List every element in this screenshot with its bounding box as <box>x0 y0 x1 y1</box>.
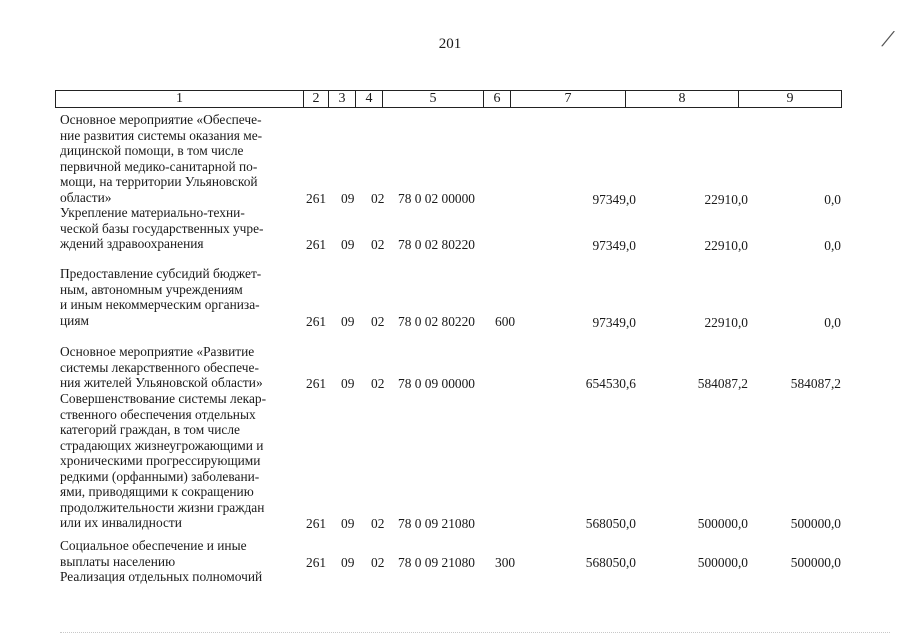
amount-year-2: 500000,0 <box>697 554 748 570</box>
header-col-6: 6 <box>484 91 511 107</box>
subsection-code: 02 <box>371 237 385 252</box>
target-article-code: 78 0 09 21080 <box>398 554 475 570</box>
target-article-code: 78 0 09 21080 <box>398 516 475 531</box>
expense-type-code: 300 <box>495 554 516 570</box>
description-line: циям <box>60 312 89 328</box>
description-line: дицинской помощи, в том числе <box>60 143 244 158</box>
section-code: 09 <box>341 190 355 206</box>
section-code: 09 <box>341 376 355 391</box>
subsection-code: 02 <box>371 516 385 531</box>
target-article-code: 78 0 02 80220 <box>398 313 475 329</box>
amount-year-1: 97349,0 <box>592 314 636 330</box>
amount-year-1: 97349,0 <box>592 238 636 253</box>
description-line: Социальное обеспечение и иные <box>60 538 247 553</box>
row-description <box>60 538 298 569</box>
description-line: ческой базы государственных учре- <box>60 220 264 236</box>
amount-year-2: 500000,0 <box>697 516 748 531</box>
row-description <box>60 391 298 531</box>
description-line: редкими (орфанными) заболевани- <box>60 468 260 484</box>
amount-year-2: 22910,0 <box>704 191 748 207</box>
section-code: 09 <box>341 313 355 329</box>
chapter-code: 261 <box>306 516 327 531</box>
section-code: 09 <box>341 516 355 531</box>
chapter-code: 261 <box>306 554 327 570</box>
description-line: категорий граждан, в том числе <box>60 422 241 437</box>
chapter-code: 261 <box>306 376 327 391</box>
amount-year-3: 0,0 <box>824 191 841 207</box>
description-line: системы лекарственного обеспече- <box>60 359 259 375</box>
target-article-code: 78 0 09 00000 <box>398 376 475 391</box>
header-col-7: 7 <box>511 91 626 107</box>
description-line: Реализация отдельных полномочий <box>60 569 263 584</box>
row-description <box>60 112 298 205</box>
header-col-1: 1 <box>56 91 304 107</box>
description-line: мощи, на территории Ульяновской <box>60 174 258 189</box>
subsection-code: 02 <box>371 376 385 391</box>
description-line: ным, автономным учреждениям <box>60 281 243 297</box>
target-article-code: 78 0 02 00000 <box>398 190 475 206</box>
row-description <box>60 266 298 328</box>
description-line: хроническими прогрессирующими <box>60 453 261 468</box>
amount-year-2: 22910,0 <box>704 238 748 253</box>
row-description <box>60 569 298 585</box>
amount-year-3: 500000,0 <box>790 554 841 570</box>
scan-artifact-line <box>60 632 890 634</box>
description-line: Совершенствование системы лекар- <box>60 391 267 406</box>
description-line: Укрепление материально-техни- <box>60 205 245 220</box>
header-col-5: 5 <box>383 91 484 107</box>
amount-year-3: 584087,2 <box>790 376 841 391</box>
header-col-2: 2 <box>304 91 329 107</box>
description-line: ями, приводящими к сокращению <box>60 484 254 499</box>
amount-year-2: 22910,0 <box>704 314 748 330</box>
description-line: ственного обеспечения отдельных <box>60 406 256 422</box>
description-line: Предоставление субсидий бюджет- <box>60 266 262 281</box>
subsection-code: 02 <box>371 313 385 329</box>
description-line: Основное мероприятие «Обеспече- <box>60 112 262 127</box>
header-col-4: 4 <box>356 91 383 107</box>
section-code: 09 <box>341 554 355 570</box>
description-line: ждений здравоохранения <box>60 236 204 251</box>
amount-year-1: 568050,0 <box>585 554 636 570</box>
amount-year-3: 0,0 <box>824 314 841 330</box>
amount-year-1: 568050,0 <box>585 516 636 531</box>
description-line: и иным некоммерческим организа- <box>60 297 260 312</box>
header-col-9: 9 <box>786 91 794 106</box>
description-line: продолжительности жизни граждан <box>60 499 265 515</box>
chapter-code: 261 <box>306 313 327 329</box>
table-header <box>55 90 842 108</box>
corner-mark: / <box>880 23 895 54</box>
description-line: страдающих жизнеугрожающими и <box>60 437 264 453</box>
description-line: Основное мероприятие «Развитие <box>60 344 255 359</box>
subsection-code: 02 <box>371 190 385 206</box>
subsection-code: 02 <box>371 554 385 570</box>
header-col-8: 8 <box>626 91 739 107</box>
description-line: первичной медико-санитарной по- <box>60 158 258 174</box>
description-line: или их инвалидности <box>60 515 182 530</box>
amount-year-3: 0,0 <box>824 238 841 253</box>
chapter-code: 261 <box>306 190 327 206</box>
row-description <box>60 205 298 252</box>
amount-year-3: 500000,0 <box>790 516 841 531</box>
expense-type-code: 600 <box>495 313 516 329</box>
description-line: ния жителей Ульяновской области» <box>60 375 263 390</box>
section-code: 09 <box>341 237 355 252</box>
description-line: ние развития системы оказания ме- <box>60 127 263 143</box>
target-article-code: 78 0 02 80220 <box>398 237 475 252</box>
chapter-code: 261 <box>306 237 327 252</box>
page-number: 201 <box>438 36 462 52</box>
amount-year-1: 97349,0 <box>592 191 636 207</box>
description-line: области» <box>60 189 112 205</box>
description-line: выплаты населению <box>60 553 176 569</box>
amount-year-2: 584087,2 <box>697 376 748 391</box>
row-description <box>60 344 298 391</box>
header-col-3: 3 <box>329 91 356 107</box>
amount-year-1: 654530,6 <box>585 376 636 391</box>
